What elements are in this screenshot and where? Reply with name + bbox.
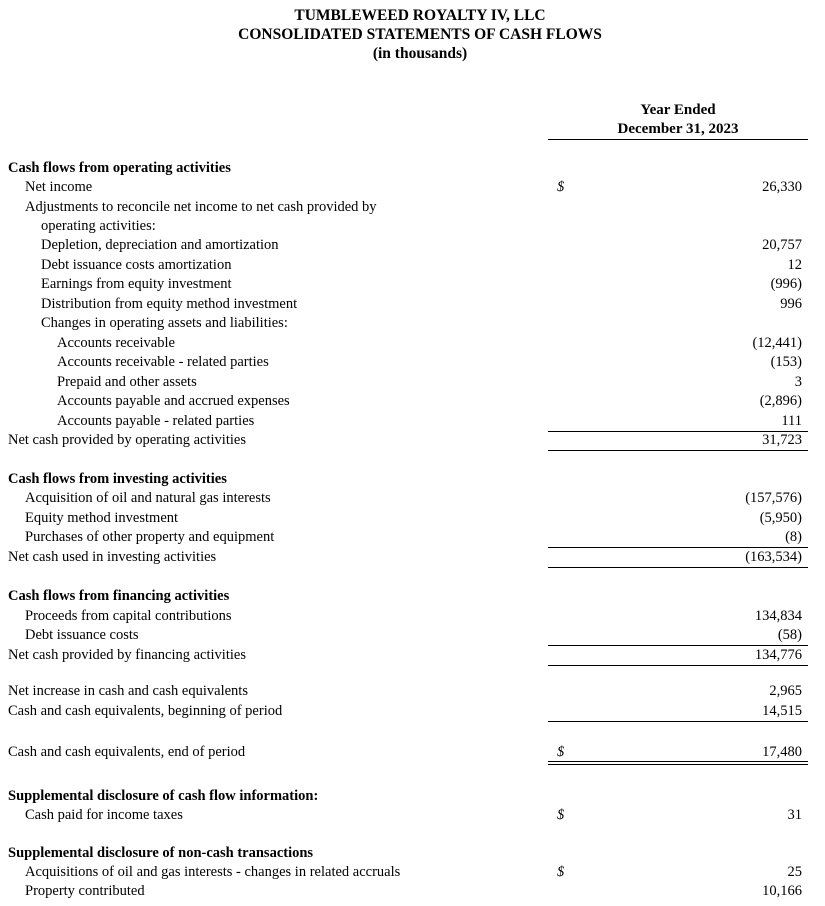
line-label: Acquisition of oil and natural gas interests [25, 490, 271, 506]
line-net-income [0, 178, 825, 197]
line-label: Equity method investment [25, 510, 179, 526]
line-accruals [0, 863, 825, 882]
line-distribution-equity [0, 295, 825, 314]
line-label: Net cash provided by financing activities [8, 647, 246, 663]
line-value: 111 [781, 413, 802, 429]
line-label: Debt issuance costs [25, 627, 139, 643]
line-label: Changes in operating assets and liabilities: [41, 315, 288, 331]
section-header-supplemental-cash [0, 787, 825, 806]
line-adjustments-heading [0, 198, 825, 217]
line-proceeds-capital [0, 607, 825, 626]
line-value: 12 [787, 257, 802, 273]
line-equity-method-investment [0, 509, 825, 528]
section-header-supplemental-noncash [0, 844, 825, 863]
currency-symbol: $ [557, 864, 565, 880]
column-header-line2: December 31, 2023 [617, 121, 739, 137]
section-header-financing [0, 587, 825, 606]
line-label: operating activities: [41, 218, 156, 234]
line-label: Earnings from equity investment [41, 276, 232, 292]
double-rule-bottom [548, 764, 808, 765]
subtotal-rule [548, 721, 808, 722]
section-header-operating [0, 159, 825, 178]
line-value: 134,776 [754, 647, 802, 663]
line-accounts-payable-accrued [0, 392, 825, 411]
section-title: Cash flows from financing activities [8, 588, 230, 604]
line-accounts-payable-related [0, 412, 825, 431]
units-note: (in thousands) [372, 45, 468, 62]
line-value: (163,534) [745, 549, 802, 565]
line-label: Adjustments to reconcile net income to net cash provided by [25, 199, 377, 215]
line-value: 17,480 [762, 744, 802, 760]
line-value: 10,166 [762, 883, 802, 899]
line-net-financing [0, 646, 825, 665]
line-value: (8) [785, 529, 802, 545]
line-net-investing [0, 548, 825, 567]
section-title: Cash flows from operating activities [8, 160, 231, 176]
currency-symbol: $ [557, 807, 565, 823]
line-value: 31,723 [762, 432, 802, 448]
line-label: Net cash used in investing activities [8, 549, 217, 565]
line-accounts-receivable-related [0, 353, 825, 372]
line-value: 20,757 [762, 237, 802, 253]
line-label: Acquisitions of oil and gas interests - changes in related accruals [25, 864, 401, 880]
line-property-contributed [0, 882, 825, 901]
section-title: Supplemental disclosure of cash flow information: [8, 788, 319, 804]
line-label: Depletion, depreciation and amortization [41, 237, 279, 253]
line-value: 134,834 [754, 608, 802, 624]
column-header-underline [548, 139, 808, 140]
line-label: Prepaid and other assets [57, 374, 197, 390]
line-net-increase [0, 682, 825, 701]
line-label: Accounts payable and accrued expenses [57, 393, 290, 409]
line-acquisition [0, 489, 825, 508]
line-value: 31 [787, 807, 802, 823]
total-rule [548, 665, 808, 666]
line-label: Net income [25, 179, 93, 195]
line-value: (5,950) [759, 510, 802, 526]
line-accounts-receivable [0, 334, 825, 353]
line-adjustments-heading-cont [0, 217, 825, 236]
company-name: TUMBLEWEED ROYALTY IV, LLC [294, 7, 546, 24]
total-rule [548, 567, 808, 568]
line-prepaid [0, 373, 825, 392]
statement-title: CONSOLIDATED STATEMENTS OF CASH FLOWS [238, 26, 602, 43]
line-label: Accounts receivable - related parties [57, 354, 269, 370]
line-label: Distribution from equity method investment [41, 296, 298, 312]
line-value: 2,965 [769, 683, 802, 699]
line-label: Purchases of other property and equipment [25, 529, 275, 545]
line-label: Net increase in cash and cash equivalents [8, 683, 248, 699]
line-value: 25 [787, 864, 802, 880]
line-beginning-cash [0, 702, 825, 721]
currency-symbol: $ [557, 744, 565, 760]
line-value: 3 [794, 374, 802, 390]
line-label: Property contributed [25, 883, 145, 899]
line-earnings-equity [0, 275, 825, 294]
line-debt-issuance-costs [0, 626, 825, 645]
line-label: Accounts receivable [57, 335, 175, 351]
line-changes-heading [0, 314, 825, 333]
line-label: Proceeds from capital contributions [25, 608, 232, 624]
line-end-cash [0, 743, 825, 762]
line-value: (157,576) [745, 490, 802, 506]
line-value: 996 [780, 296, 802, 312]
double-rule-top [548, 761, 808, 762]
column-header-line1: Year Ended [640, 102, 716, 118]
section-header-investing [0, 470, 825, 489]
line-income-taxes [0, 806, 825, 825]
line-label: Cash paid for income taxes [25, 807, 183, 823]
line-label: Debt issuance costs amortization [41, 257, 232, 273]
line-depletion [0, 236, 825, 255]
line-debt-costs-amortization [0, 256, 825, 275]
line-value: 14,515 [762, 703, 802, 719]
line-purchases-property [0, 528, 825, 547]
line-label: Net cash provided by operating activities [8, 432, 246, 448]
line-value: (153) [770, 354, 802, 370]
line-value: (58) [777, 627, 802, 643]
line-value: (2,896) [759, 393, 802, 409]
section-title: Cash flows from investing activities [8, 471, 227, 487]
line-value: (996) [770, 276, 802, 292]
line-value: (12,441) [752, 335, 802, 351]
line-label: Accounts payable - related parties [57, 413, 255, 429]
currency-symbol: $ [557, 179, 565, 195]
total-rule [548, 450, 808, 451]
section-title: Supplemental disclosure of non-cash transactions [8, 845, 314, 861]
line-label: Cash and cash equivalents, beginning of period [8, 703, 283, 719]
line-value: 26,330 [762, 179, 802, 195]
line-net-operating [0, 431, 825, 450]
line-label: Cash and cash equivalents, end of period [8, 744, 246, 760]
